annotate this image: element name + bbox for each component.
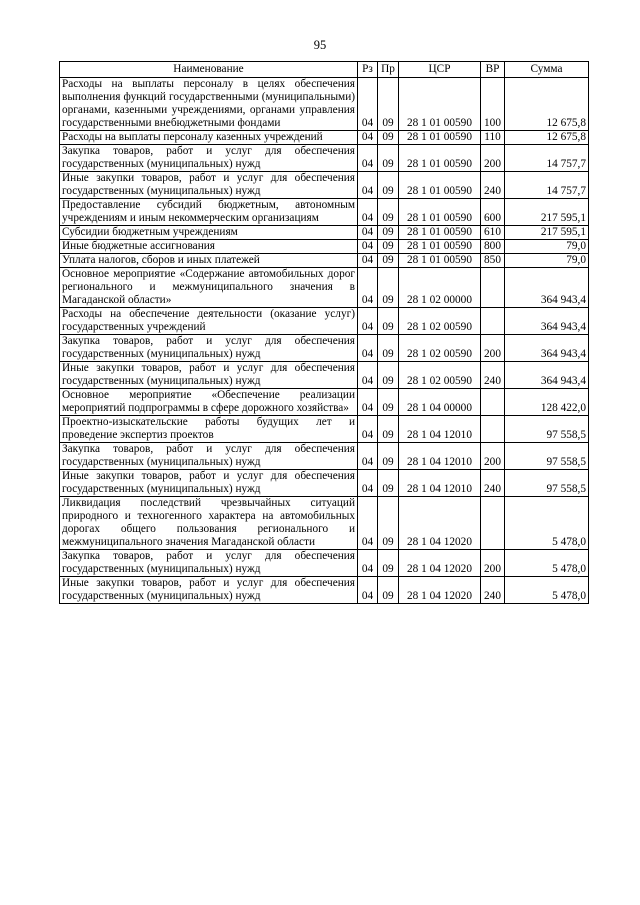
row-sum: 12 675,8 bbox=[505, 131, 589, 145]
row-sum: 97 558,5 bbox=[505, 470, 589, 497]
row-sum: 5 478,0 bbox=[505, 550, 589, 577]
table-row bbox=[60, 577, 589, 604]
row-rz: 04 bbox=[358, 78, 378, 131]
row-pr: 09 bbox=[378, 308, 399, 335]
row-csr: 28 1 01 00590 bbox=[399, 145, 481, 172]
row-csr: 28 1 04 00000 bbox=[399, 389, 481, 416]
row-vr: 240 bbox=[481, 362, 505, 389]
row-sum: 364 943,4 bbox=[505, 268, 589, 308]
row-pr: 09 bbox=[378, 416, 399, 443]
table-row bbox=[60, 240, 589, 254]
table-row bbox=[60, 131, 589, 145]
row-csr: 28 1 04 12020 bbox=[399, 550, 481, 577]
row-pr: 09 bbox=[378, 550, 399, 577]
row-rz: 04 bbox=[358, 254, 378, 268]
row-rz: 04 bbox=[358, 268, 378, 308]
row-name: Закупка товаров, работ и услуг для обеспечения государственных (муниципальных) нужд bbox=[60, 145, 358, 172]
row-pr: 09 bbox=[378, 226, 399, 240]
row-pr: 09 bbox=[378, 443, 399, 470]
row-pr: 09 bbox=[378, 240, 399, 254]
row-sum: 79,0 bbox=[505, 254, 589, 268]
row-vr bbox=[481, 389, 505, 416]
row-csr: 28 1 04 12020 bbox=[399, 577, 481, 604]
row-vr: 200 bbox=[481, 335, 505, 362]
table-row bbox=[60, 308, 589, 335]
row-csr: 28 1 02 00590 bbox=[399, 362, 481, 389]
header-name: Наименование bbox=[60, 62, 358, 78]
row-vr: 240 bbox=[481, 577, 505, 604]
row-vr: 110 bbox=[481, 131, 505, 145]
row-rz: 04 bbox=[358, 416, 378, 443]
row-rz: 04 bbox=[358, 389, 378, 416]
row-csr: 28 1 02 00590 bbox=[399, 308, 481, 335]
row-vr: 850 bbox=[481, 254, 505, 268]
row-sum: 128 422,0 bbox=[505, 389, 589, 416]
header-sum: Сумма bbox=[505, 62, 589, 78]
table-row bbox=[60, 389, 589, 416]
row-pr: 09 bbox=[378, 172, 399, 199]
row-csr: 28 1 02 00590 bbox=[399, 335, 481, 362]
row-rz: 04 bbox=[358, 240, 378, 254]
row-pr: 09 bbox=[378, 335, 399, 362]
row-name: Основное мероприятие «Обеспечение реализации мероприятий подпрограммы в сфере дорожного хозяйства» bbox=[60, 389, 358, 416]
row-rz: 04 bbox=[358, 226, 378, 240]
table-row bbox=[60, 199, 589, 226]
row-name: Проектно-изыскательские работы будущих лет и проведение экспертиз проектов bbox=[60, 416, 358, 443]
row-vr bbox=[481, 268, 505, 308]
row-sum: 97 558,5 bbox=[505, 443, 589, 470]
row-csr: 28 1 01 00590 bbox=[399, 240, 481, 254]
row-sum: 364 943,4 bbox=[505, 362, 589, 389]
row-sum: 217 595,1 bbox=[505, 226, 589, 240]
row-vr bbox=[481, 497, 505, 550]
row-vr bbox=[481, 308, 505, 335]
row-name: Ликвидация последствий чрезвычайных ситуаций природного и техногенного характера на автомобильных дорогах общего пользования регионального и межмуниципального значения Магаданской области bbox=[60, 497, 358, 550]
table-row bbox=[60, 470, 589, 497]
row-rz: 04 bbox=[358, 362, 378, 389]
row-name: Иные закупки товаров, работ и услуг для обеспечения государственных (муниципальных) нужд bbox=[60, 577, 358, 604]
row-vr: 100 bbox=[481, 78, 505, 131]
table-row bbox=[60, 416, 589, 443]
row-sum: 14 757,7 bbox=[505, 145, 589, 172]
table-row bbox=[60, 226, 589, 240]
row-rz: 04 bbox=[358, 470, 378, 497]
row-rz: 04 bbox=[358, 497, 378, 550]
row-name: Закупка товаров, работ и услуг для обеспечения государственных (муниципальных) нужд bbox=[60, 443, 358, 470]
row-pr: 09 bbox=[378, 497, 399, 550]
table-row bbox=[60, 172, 589, 199]
header-pr: Пр bbox=[378, 62, 399, 78]
row-pr: 09 bbox=[378, 145, 399, 172]
row-csr: 28 1 01 00590 bbox=[399, 226, 481, 240]
row-vr: 200 bbox=[481, 145, 505, 172]
row-pr: 09 bbox=[378, 254, 399, 268]
row-csr: 28 1 04 12010 bbox=[399, 470, 481, 497]
row-pr: 09 bbox=[378, 577, 399, 604]
row-csr: 28 1 04 12010 bbox=[399, 416, 481, 443]
row-name: Субсидии бюджетным учреждениям bbox=[60, 226, 358, 240]
row-sum: 12 675,8 bbox=[505, 78, 589, 131]
row-vr: 240 bbox=[481, 172, 505, 199]
table-body bbox=[60, 78, 589, 604]
table-row bbox=[60, 443, 589, 470]
row-sum: 5 478,0 bbox=[505, 497, 589, 550]
row-rz: 04 bbox=[358, 443, 378, 470]
row-sum: 217 595,1 bbox=[505, 199, 589, 226]
table-row bbox=[60, 335, 589, 362]
row-csr: 28 1 01 00590 bbox=[399, 254, 481, 268]
row-csr: 28 1 02 00000 bbox=[399, 268, 481, 308]
row-name: Расходы на выплаты персоналу в целях обеспечения выполнения функций государственными (муниципальными) органами, казенными учреждениями, органами управления государственными внебюджетными фондами bbox=[60, 78, 358, 131]
row-rz: 04 bbox=[358, 577, 378, 604]
table-row bbox=[60, 362, 589, 389]
row-rz: 04 bbox=[358, 550, 378, 577]
row-name: Закупка товаров, работ и услуг для обеспечения государственных (муниципальных) нужд bbox=[60, 335, 358, 362]
row-vr: 200 bbox=[481, 443, 505, 470]
table-row bbox=[60, 254, 589, 268]
row-csr: 28 1 04 12010 bbox=[399, 443, 481, 470]
budget-table bbox=[59, 61, 589, 604]
row-name: Иные закупки товаров, работ и услуг для обеспечения государственных (муниципальных) нужд bbox=[60, 362, 358, 389]
row-sum: 79,0 bbox=[505, 240, 589, 254]
row-csr: 28 1 01 00590 bbox=[399, 199, 481, 226]
row-vr: 800 bbox=[481, 240, 505, 254]
row-pr: 09 bbox=[378, 362, 399, 389]
row-pr: 09 bbox=[378, 470, 399, 497]
header-rz: Рз bbox=[358, 62, 378, 78]
row-csr: 28 1 01 00590 bbox=[399, 131, 481, 145]
row-vr bbox=[481, 416, 505, 443]
row-pr: 09 bbox=[378, 268, 399, 308]
header-csr: ЦСР bbox=[399, 62, 481, 78]
row-name: Иные бюджетные ассигнования bbox=[60, 240, 358, 254]
row-rz: 04 bbox=[358, 335, 378, 362]
row-pr: 09 bbox=[378, 389, 399, 416]
row-rz: 04 bbox=[358, 145, 378, 172]
row-name: Основное мероприятие «Содержание автомобильных дорог регионального и межмуниципального значения в Магаданской области» bbox=[60, 268, 358, 308]
table-header-row bbox=[60, 62, 589, 78]
row-name: Иные закупки товаров, работ и услуг для обеспечения государственных (муниципальных) нужд bbox=[60, 470, 358, 497]
row-vr: 240 bbox=[481, 470, 505, 497]
row-vr: 600 bbox=[481, 199, 505, 226]
row-sum: 5 478,0 bbox=[505, 577, 589, 604]
row-name: Расходы на обеспечение деятельности (оказание услуг) государственных учреждений bbox=[60, 308, 358, 335]
row-name: Закупка товаров, работ и услуг для обеспечения государственных (муниципальных) нужд bbox=[60, 550, 358, 577]
row-sum: 14 757,7 bbox=[505, 172, 589, 199]
table-row bbox=[60, 268, 589, 308]
row-sum: 364 943,4 bbox=[505, 308, 589, 335]
table-row bbox=[60, 497, 589, 550]
row-name: Предоставление субсидий бюджетным, автономным учреждениям и иным некоммерческим организациям bbox=[60, 199, 358, 226]
table-row bbox=[60, 550, 589, 577]
row-name: Иные закупки товаров, работ и услуг для обеспечения государственных (муниципальных) нужд bbox=[60, 172, 358, 199]
row-vr: 200 bbox=[481, 550, 505, 577]
row-rz: 04 bbox=[358, 131, 378, 145]
table-row bbox=[60, 78, 589, 131]
page-number: 95 bbox=[313, 38, 327, 52]
table-row bbox=[60, 145, 589, 172]
row-csr: 28 1 01 00590 bbox=[399, 172, 481, 199]
row-pr: 09 bbox=[378, 199, 399, 226]
row-name: Расходы на выплаты персоналу казенных учреждений bbox=[60, 131, 358, 145]
row-rz: 04 bbox=[358, 172, 378, 199]
row-sum: 364 943,4 bbox=[505, 335, 589, 362]
row-sum: 97 558,5 bbox=[505, 416, 589, 443]
row-csr: 28 1 01 00590 bbox=[399, 78, 481, 131]
row-csr: 28 1 04 12020 bbox=[399, 497, 481, 550]
row-rz: 04 bbox=[358, 308, 378, 335]
row-pr: 09 bbox=[378, 78, 399, 131]
row-vr: 610 bbox=[481, 226, 505, 240]
row-pr: 09 bbox=[378, 131, 399, 145]
row-name: Уплата налогов, сборов и иных платежей bbox=[60, 254, 358, 268]
header-vr: ВР bbox=[481, 62, 505, 78]
row-rz: 04 bbox=[358, 199, 378, 226]
